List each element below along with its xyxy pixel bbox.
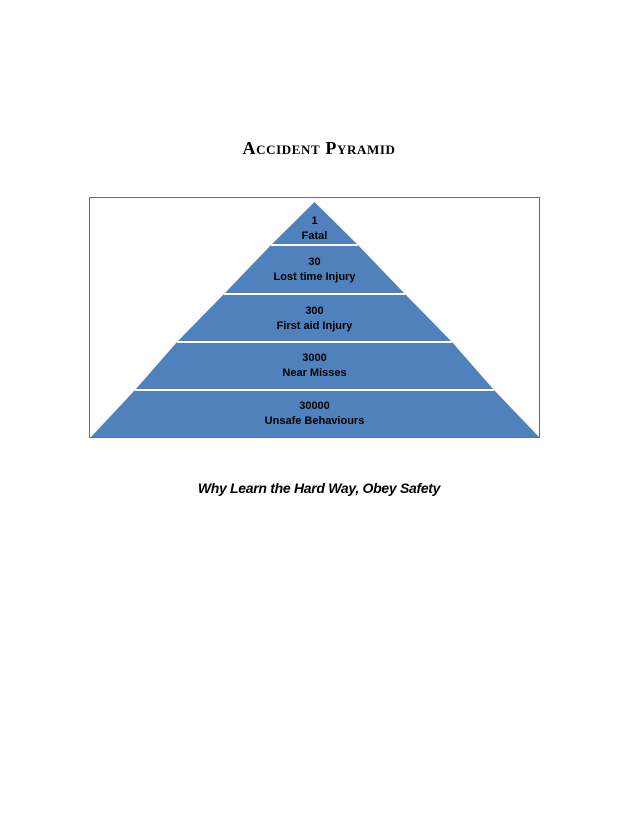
level-count: 1 (311, 215, 318, 227)
level-name: Fatal (301, 230, 328, 242)
level-label-fatal (89, 214, 540, 244)
pyramid-labels (89, 197, 540, 438)
level-name: First aid Injury (276, 320, 353, 332)
level-count: 3000 (302, 352, 327, 364)
page-title: Accident Pyramid (242, 138, 396, 158)
safety-slogan: Why Learn the Hard Way, Obey Safety (197, 480, 441, 496)
level-count: 300 (305, 305, 324, 317)
level-name: Lost time Injury (273, 271, 356, 283)
level-name: Unsafe Behaviours (264, 415, 365, 427)
level-label-unsafe-behaviours (89, 399, 540, 429)
level-count: 30000 (299, 400, 330, 412)
level-name: Near Misses (282, 367, 347, 379)
level-label-first-aid-injury (89, 304, 540, 334)
level-label-near-misses (89, 351, 540, 381)
level-count: 30 (308, 256, 321, 268)
level-label-lost-time-injury (89, 255, 540, 285)
